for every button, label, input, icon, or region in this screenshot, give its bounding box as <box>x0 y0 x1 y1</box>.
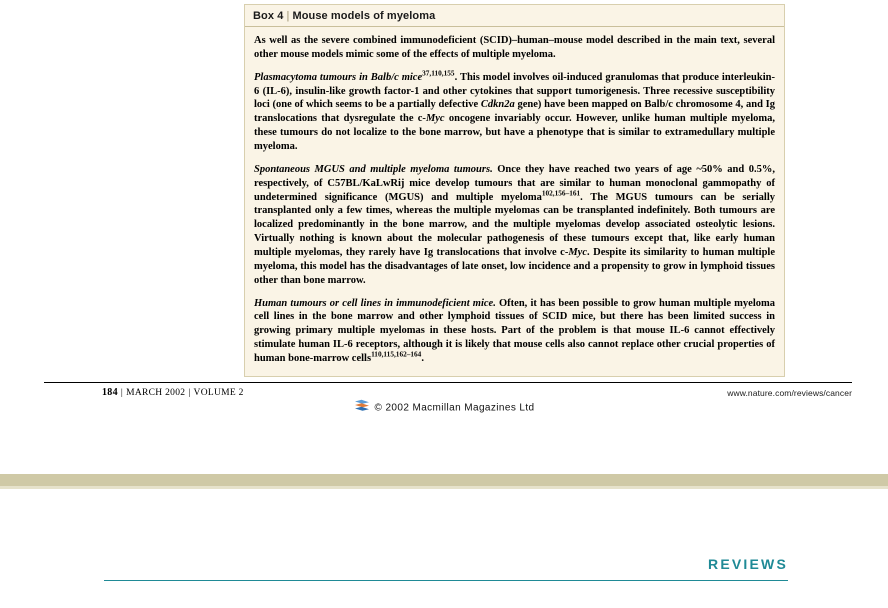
section-body-3-mgus: . Despite its similarity to human multiple myeloma, this model has the disadvantages of late onset, low incidence and a propensity to grow in lymphoid tissues other than bone marrow. <box>254 247 776 286</box>
footer-separator-1: | <box>120 388 124 398</box>
section-heading-mgus: Spontaneous MGUS and multiple myeloma tumours. <box>254 163 493 175</box>
section-body-1-plasmacytoma: . This model involves oil-induced granulomas that produce interleukin-6 (IL-6), insulin-like growth factor-1 and other cytokines that support tumorigenesis. Three recessive susceptibility loci (one of which seems to be a partially defective <box>254 71 775 111</box>
box-intro-text: As well as the severe combined immunodeficient (SCID)–human–mouse model described in the main text, several other mouse models mimic some of the effects of multiple myeloma. <box>254 35 775 60</box>
page-band-light <box>0 486 888 489</box>
footer-divider <box>44 382 852 383</box>
box-section-human-tumours <box>254 297 775 366</box>
section-body-1-human-tumours: Often, it has been possible to grow human multiple myeloma cell lines in the bone marrow and other lymphoid tissues of SCID mice, but there has been limited success in growing primary multiple myelomas in these hosts. Part of the problem is that mouse IL-6 cannot effectively stimulate human IL-6 receptors, although it is likely that mouse cells also cannot replace other crucial properties of human bone-marrow cells <box>254 297 775 365</box>
copyright-line <box>0 400 888 416</box>
footer-date: MARCH 2002 <box>126 388 186 398</box>
gene-name-myc-2: Myc <box>568 247 587 259</box>
page-band <box>0 474 888 486</box>
section-body-2-human-tumours: . <box>421 353 424 365</box>
section-body-2-mgus: . The MGUS tumours can be serially transplanted only a few times, whereas the multiple myelomas can be transplanted indefinitely. Both tumours are localized predominantly in the bone marrow, and the multiple myelomas develop associated osteolytic lesions. Virtually nothing is known about the molecular pathogenesis of these tumours except that, like early human multiple myelomas, they rarely have Ig translocations that involve c- <box>254 191 775 259</box>
section-heading-refs-plasmacytoma: 37,110,155 <box>422 68 455 78</box>
box-separator: | <box>286 10 290 22</box>
box-panel <box>244 4 785 377</box>
box-section-mgus <box>254 163 775 288</box>
box-intro-paragraph <box>254 34 775 62</box>
box-header <box>245 5 784 27</box>
section-refs-human-tumours: 110,115,162–164 <box>371 349 422 359</box>
section-heading-human-tumours: Human tumours or cell lines in immunodeficient mice. <box>254 297 496 309</box>
page-number: 184 <box>102 387 118 398</box>
nature-publishing-logo-icon <box>354 399 370 415</box>
box-body <box>245 27 784 376</box>
box-section-plasmacytoma <box>254 68 775 154</box>
footer-volume: VOLUME 2 <box>193 388 244 398</box>
running-head-reviews: REVIEWS <box>708 556 788 572</box>
copyright-text: © 2002 Macmillan Magazines Ltd <box>374 402 535 414</box>
section-body-3-plasmacytoma: oncogene invariably occur. However, unlike human multiple myeloma, these tumours do not localize to the bone marrow, but have a phenotype that is similar to extramedullary multiple myeloma. <box>254 113 775 153</box>
section-body-2-plasmacytoma: gene) have been mapped on Balb/c chromosome 4, and Ig translocations that dysregulate the c- <box>254 99 775 125</box>
section-refs-mgus: 102,156–161 <box>541 188 581 198</box>
running-head-divider <box>104 580 788 581</box>
box-title: Mouse models of myeloma <box>292 10 436 22</box>
footer-page-info <box>102 387 244 398</box>
footer-url[interactable]: www.nature.com/reviews/cancer <box>727 388 852 398</box>
section-heading-plasmacytoma: Plasmacytoma tumours in Balb/c mice <box>254 71 423 83</box>
footer-separator-2: | <box>188 388 191 398</box>
box-label: Box 4 <box>253 10 284 22</box>
gene-name-cdkn2a: Cdkn2a <box>480 99 515 111</box>
section-body-1-mgus: Once they have reached two years of age ~50% and 0.5%, respectively, of C57BL/KaLwRij mice develop tumours that are similar to human monoclonal gammopathy of undetermined significance (MGUS) and multiple myeloma <box>254 163 775 203</box>
gene-name-myc-1: Myc <box>425 113 445 125</box>
